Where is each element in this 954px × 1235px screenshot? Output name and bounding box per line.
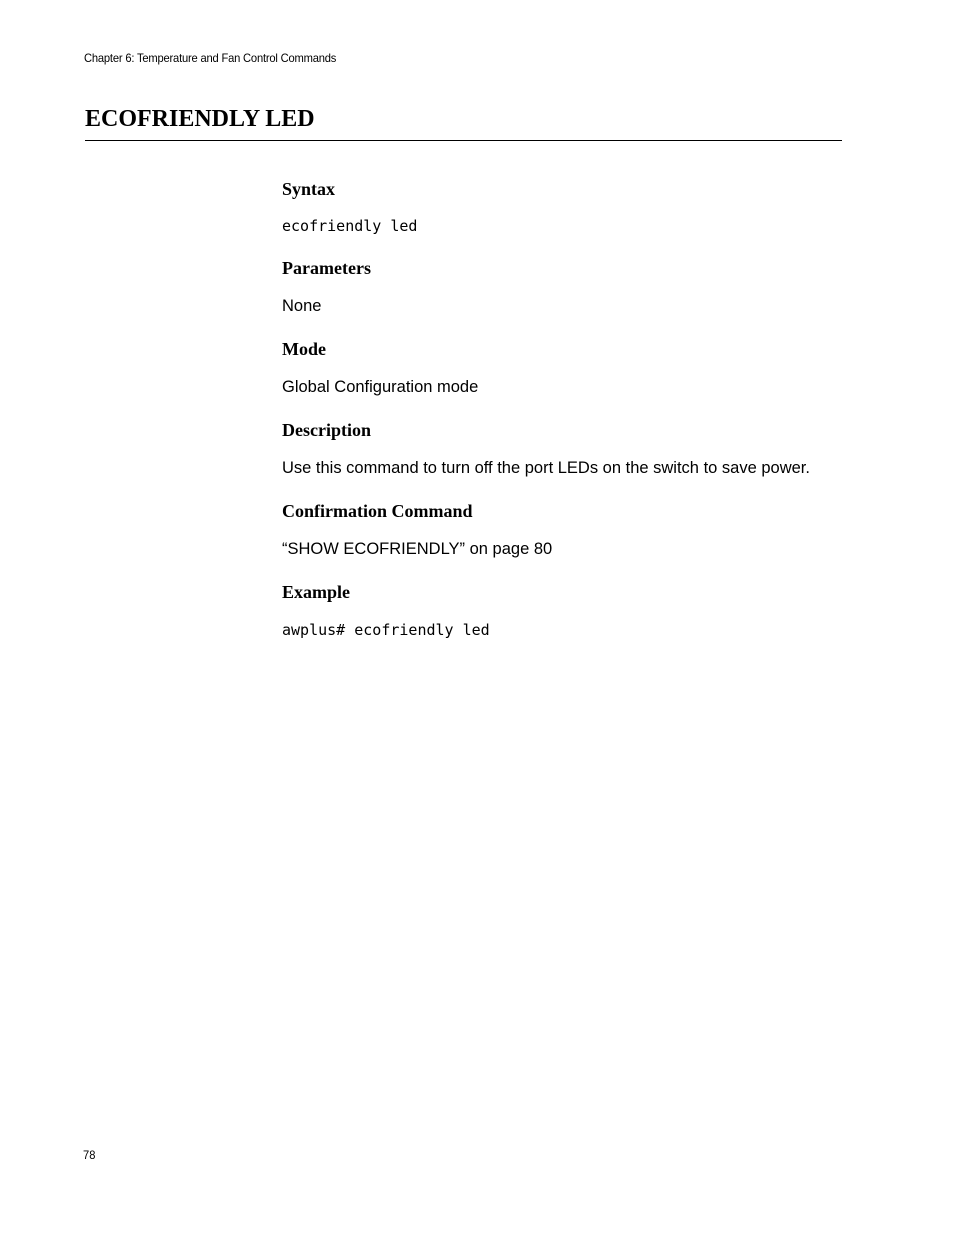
running-header: Chapter 6: Temperature and Fan Control Commands (84, 51, 337, 65)
parameters-text: None (282, 297, 322, 315)
confirmation-command-link[interactable]: “SHOW ECOFRIENDLY” on page 80 (282, 540, 553, 558)
parameters-heading: Parameters (282, 258, 371, 278)
syntax-code: ecofriendly led (282, 217, 418, 235)
page-title: ECOFRIENDLY LED (85, 106, 315, 132)
mode-heading: Mode (282, 339, 326, 359)
syntax-heading: Syntax (282, 179, 336, 199)
title-divider (85, 140, 842, 141)
example-heading: Example (282, 582, 351, 602)
example-code: awplus# ecofriendly led (282, 621, 490, 639)
confirmation-command-heading: Confirmation Command (282, 501, 473, 521)
mode-text: Global Configuration mode (282, 378, 479, 396)
description-heading: Description (282, 420, 371, 440)
description-text: Use this command to turn off the port LEDs on the switch to save power. (282, 459, 810, 477)
page-number: 78 (83, 1148, 96, 1162)
